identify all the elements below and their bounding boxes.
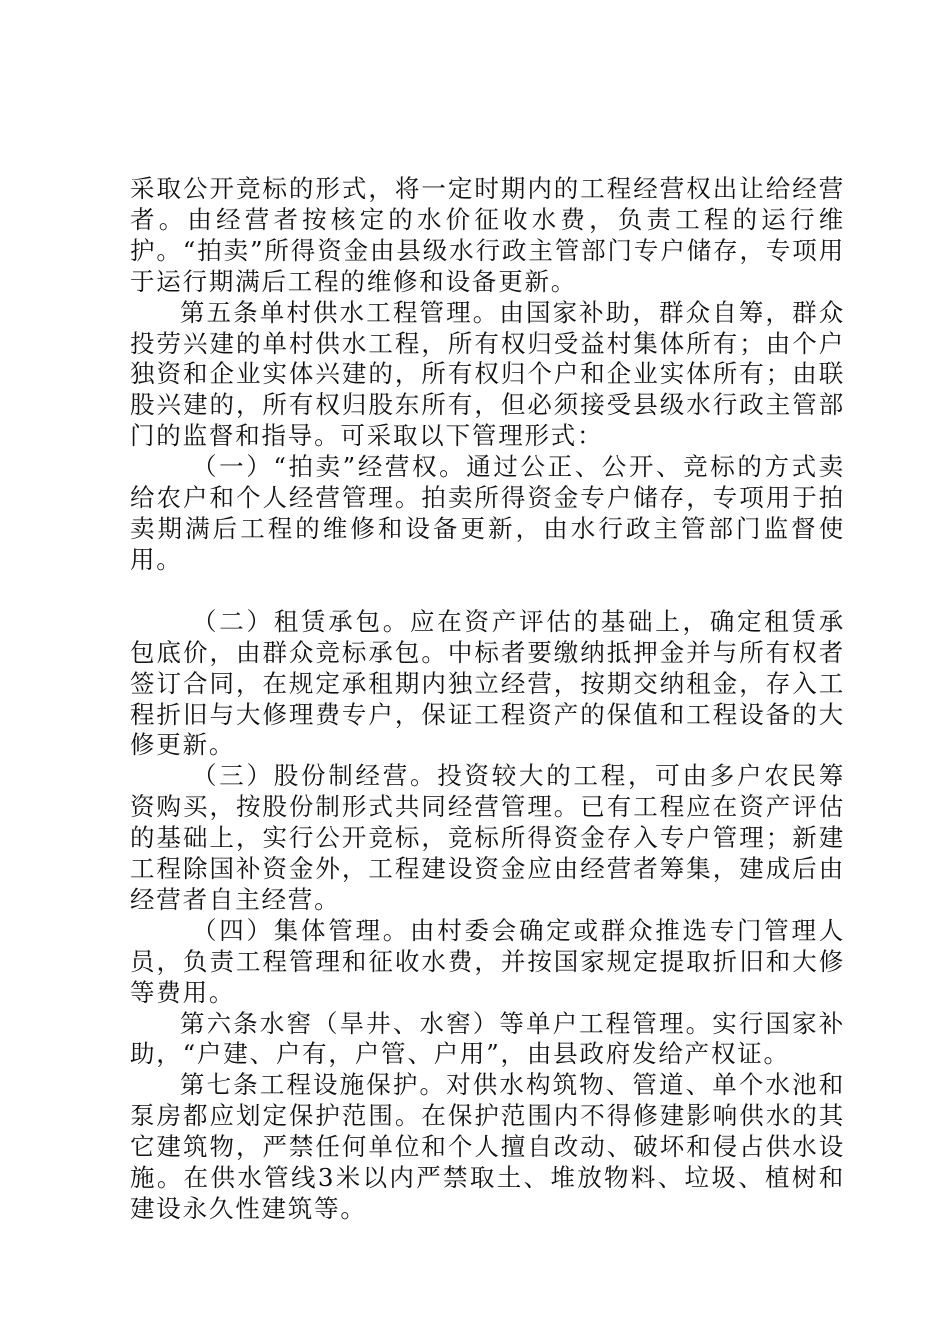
paragraph-article-6: 第六条水窖（旱井、水窖）等单户工程管理。实行国家补助，“户建、户有，户管、户用”，由县政府发给产权证。 <box>130 1008 845 1069</box>
paragraph-item-1: （一）“拍卖”经营权。通过公正、公开、竞标的方式卖给农户和个人经营管理。拍卖所得资金专户储存，专项用于拍卖期满后工程的维修和设备更新，由水行政主管部门监督使用。 <box>130 452 845 574</box>
paragraph-article-5: 第五条单村供水工程管理。由国家补助，群众自筹，群众投劳兴建的单村供水工程，所有权归受益村集体所有；由个户独资和企业实体兴建的，所有权归个户和企业实体所有；由联股兴建的，所有权归股东所有，但必须接受县级水行政主管部门的监督和指导。可采取以下管理形式： <box>130 297 845 451</box>
paragraph-spacer <box>130 576 845 607</box>
document-body <box>130 174 845 1225</box>
paragraph-article-7: 第七条工程设施保护。对供水构筑物、管道、单个水池和泵房都应划定保护范围。在保护范围内不得修建影响供水的其它建筑物，严禁任何单位和个人擅自改动、破坏和侵占供水设施。在供水管线3米以内严禁取土、堆放物料、垃圾、植树和建设永久性建筑等。 <box>130 1070 845 1223</box>
paragraph-item-4: （四）集体管理。由村委会确定或群众推选专门管理人员，负责工程管理和征收水费，并按国家规定提取折旧和大修等费用。 <box>130 915 845 1007</box>
paragraph-item-2: （二）租赁承包。应在资产评估的基础上，确定租赁承包底价，由群众竞标承包。中标者要缴纳抵押金并与所有权者签订合同，在规定承租期内独立经营，按期交纳租金，存入工程折旧与大修理费专户，保证工程资产的保值和工程设备的大修更新。 <box>130 606 845 760</box>
paragraph-continuation: 采取公开竞标的形式，将一定时期内的工程经营权出让给经营者。由经营者按核定的水价征收水费，负责工程的运行维护。“拍卖”所得资金由县级水行政主管部门专户储存，专项用于运行期满后工程的维修和设备更新。 <box>130 174 845 296</box>
paragraph-item-3: （三）股份制经营。投资较大的工程，可由多户农民筹资购买，按股份制形式共同经营管理。已有工程应在资产评估的基础上，实行公开竞标，竞标所得资金存入专户管理；新建工程除国补资金外，工程建设资金应由经营者筹集，建成后由经营者自主经营。 <box>130 761 845 914</box>
